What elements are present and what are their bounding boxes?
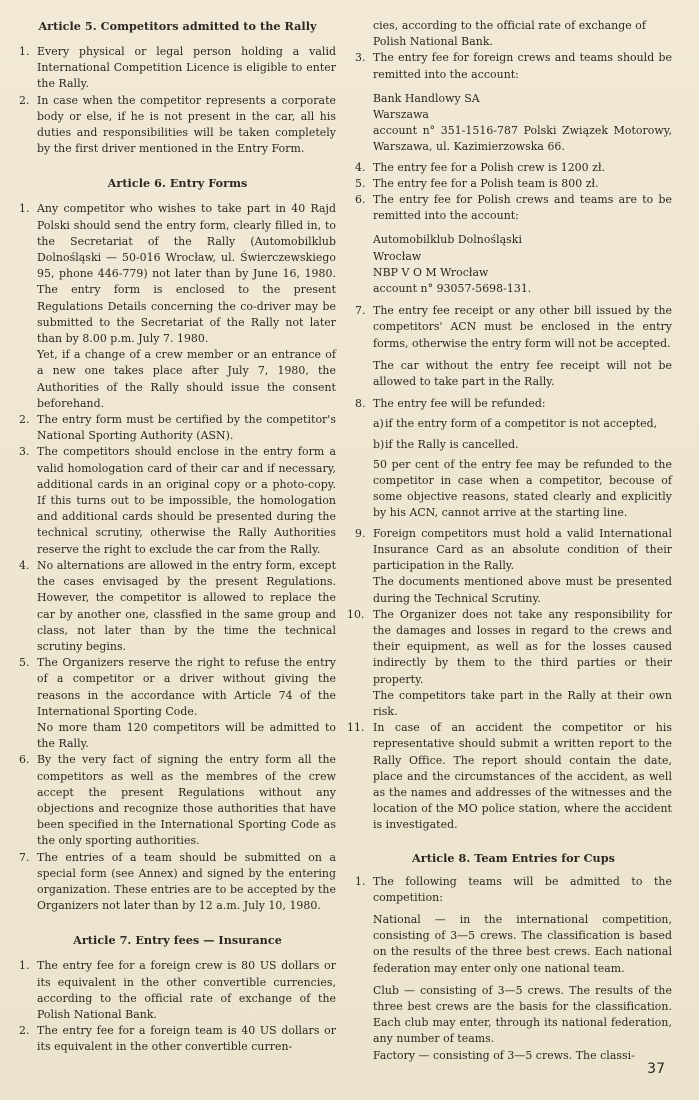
team-national: National — in the international competition, consisting of 3—5 crews. The classification is based on the results of the three best crews. Each national federation may enter only one national team. [373, 912, 672, 975]
bank-name: Bank Handlowy SA [373, 91, 480, 105]
article-7-title: Article 7. Entry fees — Insurance [73, 933, 282, 948]
right-column [347, 18, 672, 1064]
article-6-item-1: 1. Any competitor who wishes to take part in 40 Rajd Polski should send the entry form, clearly filled in, to the Secretariat of the Rally (Automobilklub Dolnośląski — 50-016 Wrocław, ul. Świerczewskiego 95, phone 446-779) not later than by June 16, 1980. The entry form is enclosed to the present Regulations Details concerning the co-driver may be submitted to the Secretariat of the Rally not later than by 8.00 p.m. July 7. 1980. Yet, if a change of a crew member or an entrance of a new one takes place after July 7, 1980, the Authorities of the Rally should issue the consent beforehand. [19, 202, 336, 410]
article-7-item-3: 3. The entry fee for foreign crews and teams should be remitted into the account: Bank Handlowy SA Warszawa account n° 351-1516-787 Polski Związek Motorowy, Warszawa, ul. Kazimierzowska 66. [355, 50, 672, 155]
bank-account: account n° 351-1516-787 Polski Związek Motorowy, Warszawa, ul. Kazimierzowska 66. [373, 124, 672, 154]
refund-case-b: b) if the Rally is cancelled. [373, 437, 519, 451]
bank-city: Warszawa [373, 108, 429, 122]
article-7-item-6: 6. The entry fee for Polish crews and teams are to be remitted into the account: Automobilklub Dolnośląski Wrocław NBP V O M Wrocław account n° 93057-5698-131. [355, 193, 672, 296]
team-factory: Factory — consisting of 3—5 crews. The classi- [373, 1048, 635, 1062]
article-6-item-2: 2. The entry form must be certified by the competitor's National Sporting Authority (ASN). [19, 413, 336, 443]
article-6-item-5: 5. The Organizers reserve the right to refuse the entry of a competitor or a driver without giving the reasons in the accordance with Article 74 of the International Sporting Code. No more tham 120 competitors will be admitted to the Rally. [19, 656, 336, 751]
refund-case-a: a) if the entry form of a competitor is not accepted, [373, 417, 658, 431]
article-6-item-7: 7. The entries of a team should be submitted on a special form (see Annex) and signed by the entering organization. These entries are to be accepted by the Organizers not later than by 12 a.m. July 10, 1980. [19, 850, 336, 913]
article-8-title: Article 8. Team Entries for Cups [412, 850, 615, 865]
article-7-item-5: 5. The entry fee for a Polish team is 800 zł. [355, 176, 599, 190]
article-8-item-1: 1. The following teams will be admitted to the competition: National — in the international competition, consisting of 3—5 crews. The classification is based on the results of the three best crews. Each national federation may enter only one national team. Club — consisting of 3—5 crews. The results of the three best crews are the basis for the classification. Each club may enter, through its national federation, any number of teams. Factory — consisting of 3—5 crews. The classi- [355, 874, 672, 1064]
article-7-item-1: 1. The entry fee for a foreign crew is 80 US dollars or its equivalent in the other convertible currencies, according to the official rate of exchange of the Polish National Bank. [19, 959, 336, 1021]
article-7-item-7: 7. The entry fee receipt or any other bill issued by the competitors' ACN must be enclosed in the entry forms, otherwise the entry form will not be accepted. The car without the entry fee receipt will not be allowed to take part in the Rally. [355, 304, 672, 389]
page-number: 37 [647, 1061, 665, 1077]
article-6-title: Article 6. Entry Forms [107, 176, 248, 191]
article-6-item-6: 6. By the very fact of signing the entry form all the competitors as well as the membres of the crew accept the present Regulations without any objections and recognize those authorities that have been specified in the International Sporting Code as the only sporting authorities. [19, 753, 336, 848]
team-club: Club — consisting of 3—5 crews. The results of the three best crews are the basis for the classification. Each club may enter, through its national federation, any number of teams. [373, 983, 672, 1046]
article-7-item-4: 4. The entry fee for a Polish crew is 1200 zł. [355, 160, 606, 174]
article-7-item-10: 10. The Organizer does not take any responsibility for the damages and losses in regard to the crews and their equipment, as well as for the losses caused indirectly by them to the third parties or their property. The competitors take part in the Rally at their own risk. [347, 607, 672, 718]
article-5-title: Article 5. Competitors admitted to the Rally [38, 19, 317, 33]
article-5-item-1: 1. Every physical or legal person holding a valid International Competition Licence is eligible to enter the Rally. [19, 45, 336, 91]
article-6-item-3: 3. The competitors should enclose in the entry form a valid homologation card of their car and if necessary, additional cards in an original copy or a photo-copy. If this turns out to be impossible, the homologation and additional cards should be presented during the technical scrutiny, otherwise the Rally Authorities reserve the right to exclude the car from the Rally. [19, 445, 336, 556]
article-7-item-9: 9. Foreign competitors must hold a valid International Insurance Card as an absolute condition of their participation in the Rally. The documents mentioned above must be presented during the Technical Scrutiny. [355, 526, 672, 605]
article-5-item-2: 2. In case when the competitor represents a corporate body or else, if he is not present in the car, all his duties and responsibilities will be taken completely by the first driver mentioned in the Entry Form. [19, 93, 336, 156]
article-7-continuation: cies, according to the official rate of exchange of Polish National Bank. [373, 19, 646, 49]
article-7-item-2: 2. The entry fee for a foreign team is 40 US dollars or its equivalent in the other convertible curren- [19, 1024, 336, 1054]
article-7-item-11: 11. In case of an accident the competitor or his representative should submit a written report to the Rally Office. The report should contain the date, place and the circumstances of the accident, as well as the names and addresses of the witnesses and the location of the MO police station, where the accident is investigated. [347, 721, 672, 832]
article-7-item-8: 8. The entry fee will be refunded: a) if the entry form of a competitor is not accepted, b) if the Rally is cancelled. 50 per cent of the entry fee may be refunded to the competitor in case when a competitor, becouse of some objective reasons, stated clearly and explicitly by his ACN, cannot arrive at the starting line. [355, 397, 672, 520]
article-6-item-4: 4. No alternations are allowed in the entry form, except the cases envisaged by the present Regulations. However, the competitor is allowed to replace the car by another one, classfied in the same group and class, not later than by the time the technical scrutiny begins. [19, 558, 336, 653]
left-column [19, 18, 336, 1056]
